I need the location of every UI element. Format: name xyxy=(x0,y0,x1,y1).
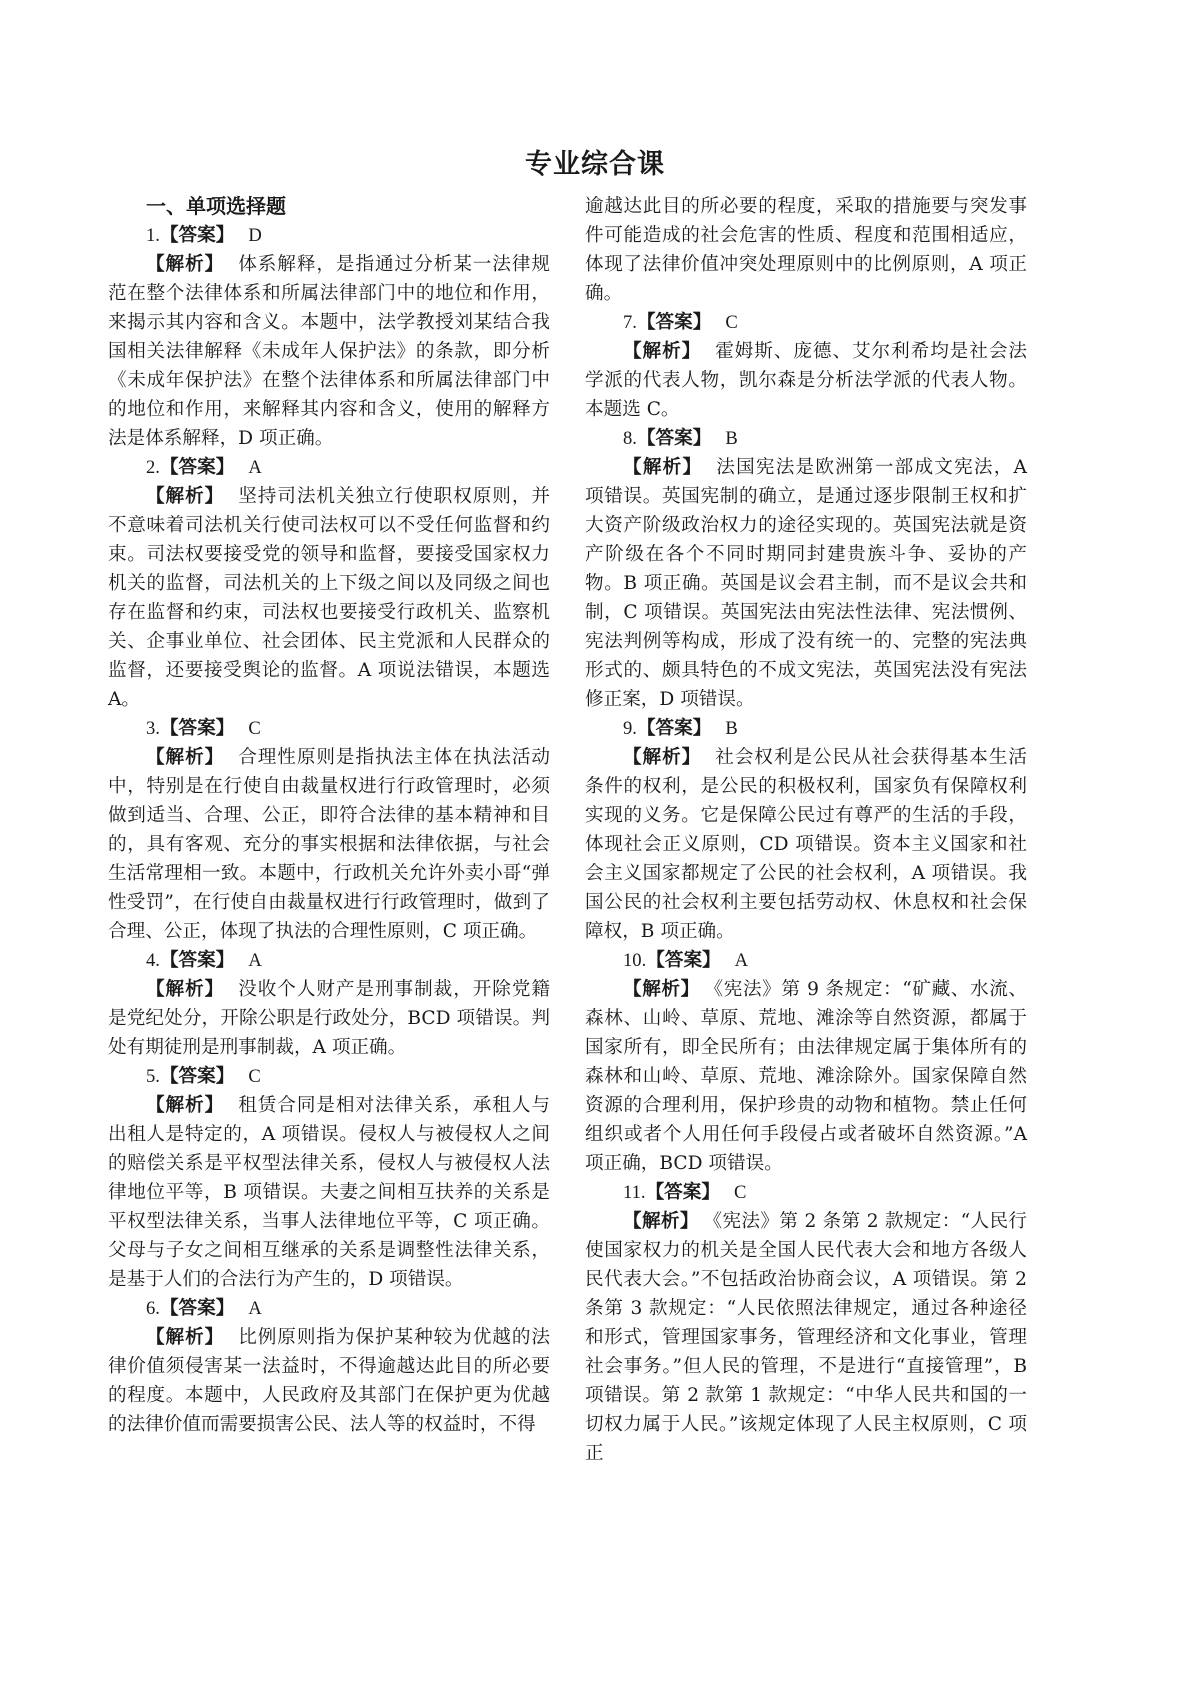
answer-line xyxy=(623,308,1027,337)
analysis-tag: 【解析】 xyxy=(623,747,702,768)
answer-value: D xyxy=(248,225,262,246)
analysis-paragraph xyxy=(585,1207,1027,1468)
answer-line xyxy=(623,714,1027,743)
analysis-tag: 【解析】 xyxy=(146,486,225,507)
answer-line xyxy=(146,1294,550,1323)
answer-tag: 【答案】 xyxy=(159,457,235,478)
answer-tag: 【答案】 xyxy=(159,225,235,246)
analysis-text: 《宪法》第 2 条第 2 款规定：“人民行使国家权力的机关是全国人民代表大会和地方各级人民代表大会。”不包括政治协商会议，A 项错误。第 2 条第 3 款规定：“人民依照法律规定，通过各种途径和形式，管理国家事务，管理经济和文化事业，管理社会事务。”但人民的管理，不是进行“直接管理”，B 项错误。第 2 款第 1 款规定：“中华人民共和国的一切权力属于人民。”该规定体现了人民主权原则，C 项正 xyxy=(585,1211,1027,1464)
analysis-paragraph xyxy=(585,453,1027,714)
analysis-text: 霍姆斯、庞德、艾尔利希均是社会法学派的代表人物，凯尔森是分析法学派的代表人物。本题选 C。 xyxy=(585,341,1027,420)
answer-value: C xyxy=(248,1066,261,1087)
answer-value: A xyxy=(248,1298,262,1319)
question-number: 2. xyxy=(146,457,160,478)
question-number: 9. xyxy=(623,718,637,739)
question-number: 11. xyxy=(623,1182,646,1203)
analysis-tag: 【解析】 xyxy=(623,457,703,478)
question-number: 1. xyxy=(146,225,160,246)
analysis-paragraph xyxy=(108,1091,550,1294)
analysis-continuation: 逾越达此目的所必要的程度，采取的措施要与突发事件可能造成的社会危害的性质、程度和范围相适应，体现了法律价值冲突处理原则中的比例原则，A 项正确。 xyxy=(585,196,1027,304)
analysis-tag: 【解析】 xyxy=(146,254,225,275)
analysis-text: 社会权利是公民从社会获得基本生活条件的权利，是公民的积极权利，国家负有保障权利实现的义务。它是保障公民过有尊严的生活的手段，体现社会正义原则，CD 项错误。资本主义国家和社会主义国家都规定了公民的社会权利，A 项错误。我国公民的社会权利主要包括劳动权、休息权和社会保障权，B 项正确。 xyxy=(585,747,1027,942)
analysis-tag: 【解析】 xyxy=(623,1211,699,1232)
analysis-tag: 【解析】 xyxy=(623,979,700,1000)
question-number: 6. xyxy=(146,1298,160,1319)
analysis-paragraph xyxy=(108,482,550,714)
answer-value: C xyxy=(733,1182,747,1203)
page-title: 专业综合课 xyxy=(525,149,665,180)
right-column xyxy=(585,192,1027,1468)
answer-value: A xyxy=(734,950,749,971)
analysis-paragraph xyxy=(108,975,550,1062)
answer-tag: 【答案】 xyxy=(159,1298,235,1319)
analysis-text: 坚持司法机关独立行使职权原则，并不意味着司法机关行使司法权可以不受任何监督和约束。司法权要接受党的领导和监督，要接受国家权力机关的监督，司法机关的上下级之间以及同级之间也存在监督和约束，司法权也要接受行政机关、监察机关、企事业单位、社会团体、民主党派和人民群众的监督，还要接受舆论的监督。A 项说法错误，本题选 A。 xyxy=(108,486,550,710)
left-column xyxy=(108,192,550,1439)
answer-value: B xyxy=(725,718,738,739)
answer-tag: 【答案】 xyxy=(636,312,712,333)
answer-line xyxy=(146,221,550,250)
analysis-tag: 【解析】 xyxy=(146,979,225,1000)
analysis-text: 体系解释，是指通过分析某一法律规范在整个法律体系和所属法律部门中的地位和作用，来揭示其内容和含义。本题中，法学教授刘某结合我国相关法律解释《未成年人保护法》的条款，即分析《未成年保护法》在整个法律体系和所属法律部门中的地位和作用，来解释其内容和含义，使用的解释方法是体系解释，D 项正确。 xyxy=(108,254,550,449)
answer-value: A xyxy=(248,950,262,971)
analysis-text: 租赁合同是相对法律关系，承租人与出租人是特定的，A 项错误。侵权人与被侵权人之间的赔偿关系是平权型法律关系，侵权人与被侵权人法律地位平等，B 项错误。夫妻之间相互扶养的关系是平权型法律关系，当事人法律地位平等，C 项正确。父母与子女之间相互继承的关系是调整性法律关系，是基于人们的合法行为产生的，D 项错误。 xyxy=(108,1095,550,1290)
question-number: 7. xyxy=(623,312,637,333)
answer-tag: 【答案】 xyxy=(159,718,235,739)
question-number: 8. xyxy=(623,428,637,449)
answer-tag: 【答案】 xyxy=(636,428,712,449)
analysis-text: 比例原则指为保护某种较为优越的法律价值须侵害某一法益时，不得逾越达此目的所必要的程度。本题中，人民政府及其部门在保护更为优越的法律价值而需要损害公民、法人等的权益时，不得 xyxy=(108,1327,550,1435)
analysis-paragraph xyxy=(585,337,1027,424)
question-number: 4. xyxy=(146,950,160,971)
analysis-paragraph xyxy=(585,743,1027,946)
analysis-tag: 【解析】 xyxy=(146,1327,225,1348)
analysis-paragraph xyxy=(108,1323,550,1439)
question-number: 10. xyxy=(623,950,647,971)
question-number: 5. xyxy=(146,1066,160,1087)
answer-tag: 【答案】 xyxy=(645,1182,720,1203)
answer-value: B xyxy=(725,428,738,449)
analysis-text: 没收个人财产是刑事制裁，开除党籍是党纪处分，开除公职是行政处分，BCD 项错误。判处有期徒刑是刑事制裁，A 项正确。 xyxy=(108,979,550,1058)
analysis-tag: 【解析】 xyxy=(146,747,225,768)
analysis-text: 合理性原则是指执法主体在执法活动中，特别是在行使自由裁量权进行行政管理时，必须做到适当、合理、公正，即符合法律的基本精神和目的，具有客观、充分的事实根据和法律依据，与社会生活常理相一致。本题中，行政机关允许外卖小哥“弹性受罚”，在行使自由裁量权进行行政管理时，做到了合理、公正，体现了执法的合理性原则，C 项正确。 xyxy=(108,747,550,942)
answer-line xyxy=(623,424,1027,453)
answer-line xyxy=(623,946,1027,975)
answer-value: A xyxy=(248,457,262,478)
answer-tag: 【答案】 xyxy=(646,950,721,971)
question-number: 3. xyxy=(146,718,160,739)
answer-line xyxy=(146,1062,550,1091)
analysis-text: 法国宪法是欧洲第一部成文宪法，A 项错误。英国宪制的确立，是通过逐步限制王权和扩大资产阶级政治权力的途径实现的。英国宪法就是资产阶级在各个不同时期同封建贵族斗争、妥协的产物。B 项正确。英国是议会君主制，而不是议会共和制，C 项错误。英国宪法由宪法性法律、宪法惯例、宪法判例等构成，形成了没有统一的、完整的宪法典形式的、颇具特色的不成文宪法，英国宪法没有宪法修正案，D 项错误。 xyxy=(585,457,1027,710)
analysis-text: 《宪法》第 9 条规定：“矿藏、水流、森林、山岭、草原、荒地、滩涂等自然资源，都属于国家所有，即全民所有；由法律规定属于集体所有的森林和山岭、草原、荒地、滩涂除外。国家保障自然资源的合理利用，保护珍贵的动物和植物。禁止任何组织或者个人用任何手段侵占或者破坏自然资源。”A 项正确，BCD 项错误。 xyxy=(585,979,1027,1174)
analysis-paragraph xyxy=(108,250,550,453)
answer-line xyxy=(146,714,550,743)
answer-value: C xyxy=(248,718,261,739)
answer-tag: 【答案】 xyxy=(159,950,235,971)
answer-line xyxy=(146,453,550,482)
analysis-tag: 【解析】 xyxy=(623,341,702,362)
answer-line xyxy=(146,946,550,975)
section-heading: 一、单项选择题 xyxy=(146,194,286,218)
analysis-paragraph xyxy=(108,743,550,946)
answer-value: C xyxy=(725,312,738,333)
analysis-paragraph xyxy=(585,975,1027,1178)
analysis-tag: 【解析】 xyxy=(146,1095,225,1116)
answer-tag: 【答案】 xyxy=(636,718,712,739)
answer-tag: 【答案】 xyxy=(159,1066,235,1087)
answer-line xyxy=(623,1178,1027,1207)
